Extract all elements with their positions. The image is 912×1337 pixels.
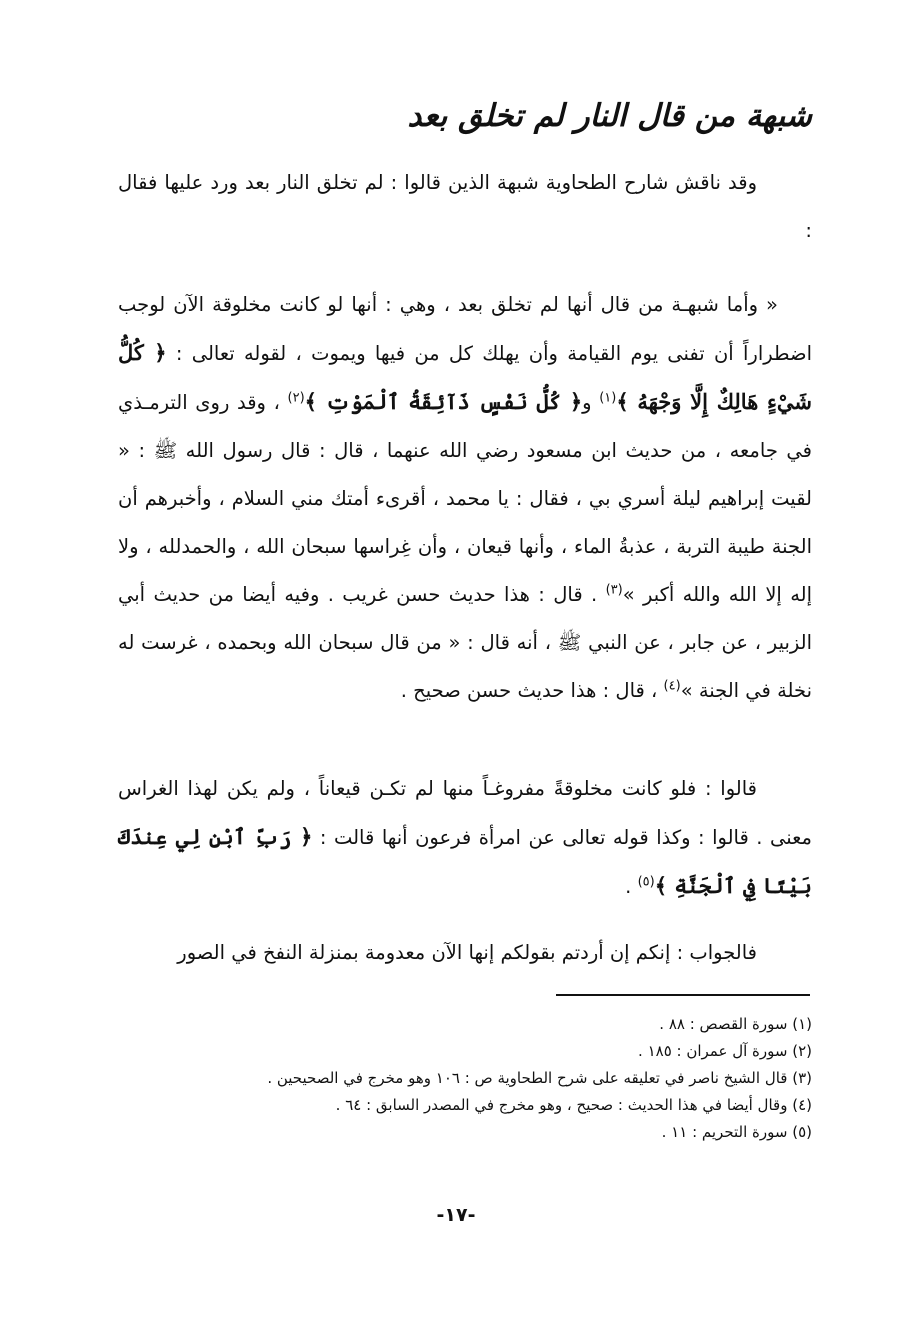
argument-text-3: . قال : هذا حديث حسن غريب . وفيه أيضا من حديث أبي الزبير ، عن جابر ، عن النبي ﷺ ، أنه قال : « من قال سبحان الله وبحمده ، غرست له نخلة في الجنة » (118, 583, 812, 702)
footnote-divider (556, 994, 810, 996)
argument-text-4: ، قال : هذا حديث حسن صحيح . (400, 679, 658, 702)
paragraph-claim (118, 765, 812, 911)
argument-text-2: ، وقد روى الترمـذي في جامعه ، من حديث ابن مسعود رضي الله عنهما ، قال : قال رسول الله ﷺ : « لقيت إبراهيم ليلة أسري بي ، فقال : يا محمد ، أقرىء أمتك مني السلام ، وأخبرهم أن الجنة طيبة التربة ، عذبةُ الماء ، وأنها قيعان ، وأن غِراسها سبحان الله ، والحمدلله ، ولا إله إلا الله والله أكبر » (118, 391, 813, 606)
footnote-item: (٣) قال الشيخ ناصر في تعليقه على شرح الطحاوية ص : ١٠٦ وهو مخرج في الصحيحين . (267, 1069, 812, 1087)
footnote-ref-4: (٤) (663, 678, 681, 694)
paragraph-answer: فالجواب : إنكم إن أردتم بقولكم إنها الآن معدومة بمنزلة النفخ في الصور (177, 941, 757, 964)
footnote-item: (٥) سورة التحريم : ١١ . (661, 1123, 812, 1141)
footnote-ref-5: (٥) (637, 874, 655, 890)
chapter-heading: شبهة من قال النار لم تخلق بعد (407, 98, 812, 134)
quran-verse-2: ﴿ كُلُّ نَفْسٍ ذَآئِقَةُ ٱلْمَوْتِ ﴾ (304, 389, 583, 414)
paragraph-argument (118, 281, 812, 715)
footnotes-list (112, 1011, 812, 1146)
quran-verse-1: ﴿ كُلُّ شَيْءٍ هَالِكٌ إِلَّا وَجْهَهُ ﴾ (118, 340, 812, 414)
footnote-ref-1: (١) (599, 390, 617, 406)
footnote-ref-2: (٢) (287, 390, 305, 406)
footnote-item: (٤) وقال أيضا في هذا الحديث : صحيح ، وهو مخرج في المصدر السابق : ٦٤ . (335, 1096, 812, 1114)
claim-end: . (625, 875, 632, 898)
argument-text-1: « وأما شبهـة من قال أنها لم تخلق بعد ، وهي : أنها لو كانت مخلوقة الآن لوجب اضطراراً أن تفنى يوم القيامة وأن يهلك كل من فيها ويموت ، لقوله تعالى : (118, 293, 812, 365)
footnote-item: (٢) سورة آل عمران : ١٨٥ . (638, 1042, 812, 1060)
footnote-item: (١) سورة القصص : ٨٨ . (659, 1015, 812, 1033)
claim-text: قالوا : فلو كانت مخلوقةً مفروغـاً منها لم تكـن قيعاناً ، ولم يكن لهذا الغراس معنى . قالوا : وكذا قوله تعالى عن امرأة فرعون أنها قالت : (118, 777, 812, 849)
footnote-ref-3: (٣) (605, 582, 623, 598)
quran-verse-3: ﴿ رَبِّ ٱبْنِ لِي عِندَكَ بَيْتًا فِي ٱلْجَنَّةِ ﴾ (118, 824, 812, 898)
page-number: -١٧- (436, 1204, 476, 1226)
argument-conjunction: و (582, 391, 592, 414)
paragraph-intro: وقد ناقش شارح الطحاوية شبهة الذين قالوا : لم تخلق النار بعد ورد عليها فقال : (118, 171, 812, 242)
